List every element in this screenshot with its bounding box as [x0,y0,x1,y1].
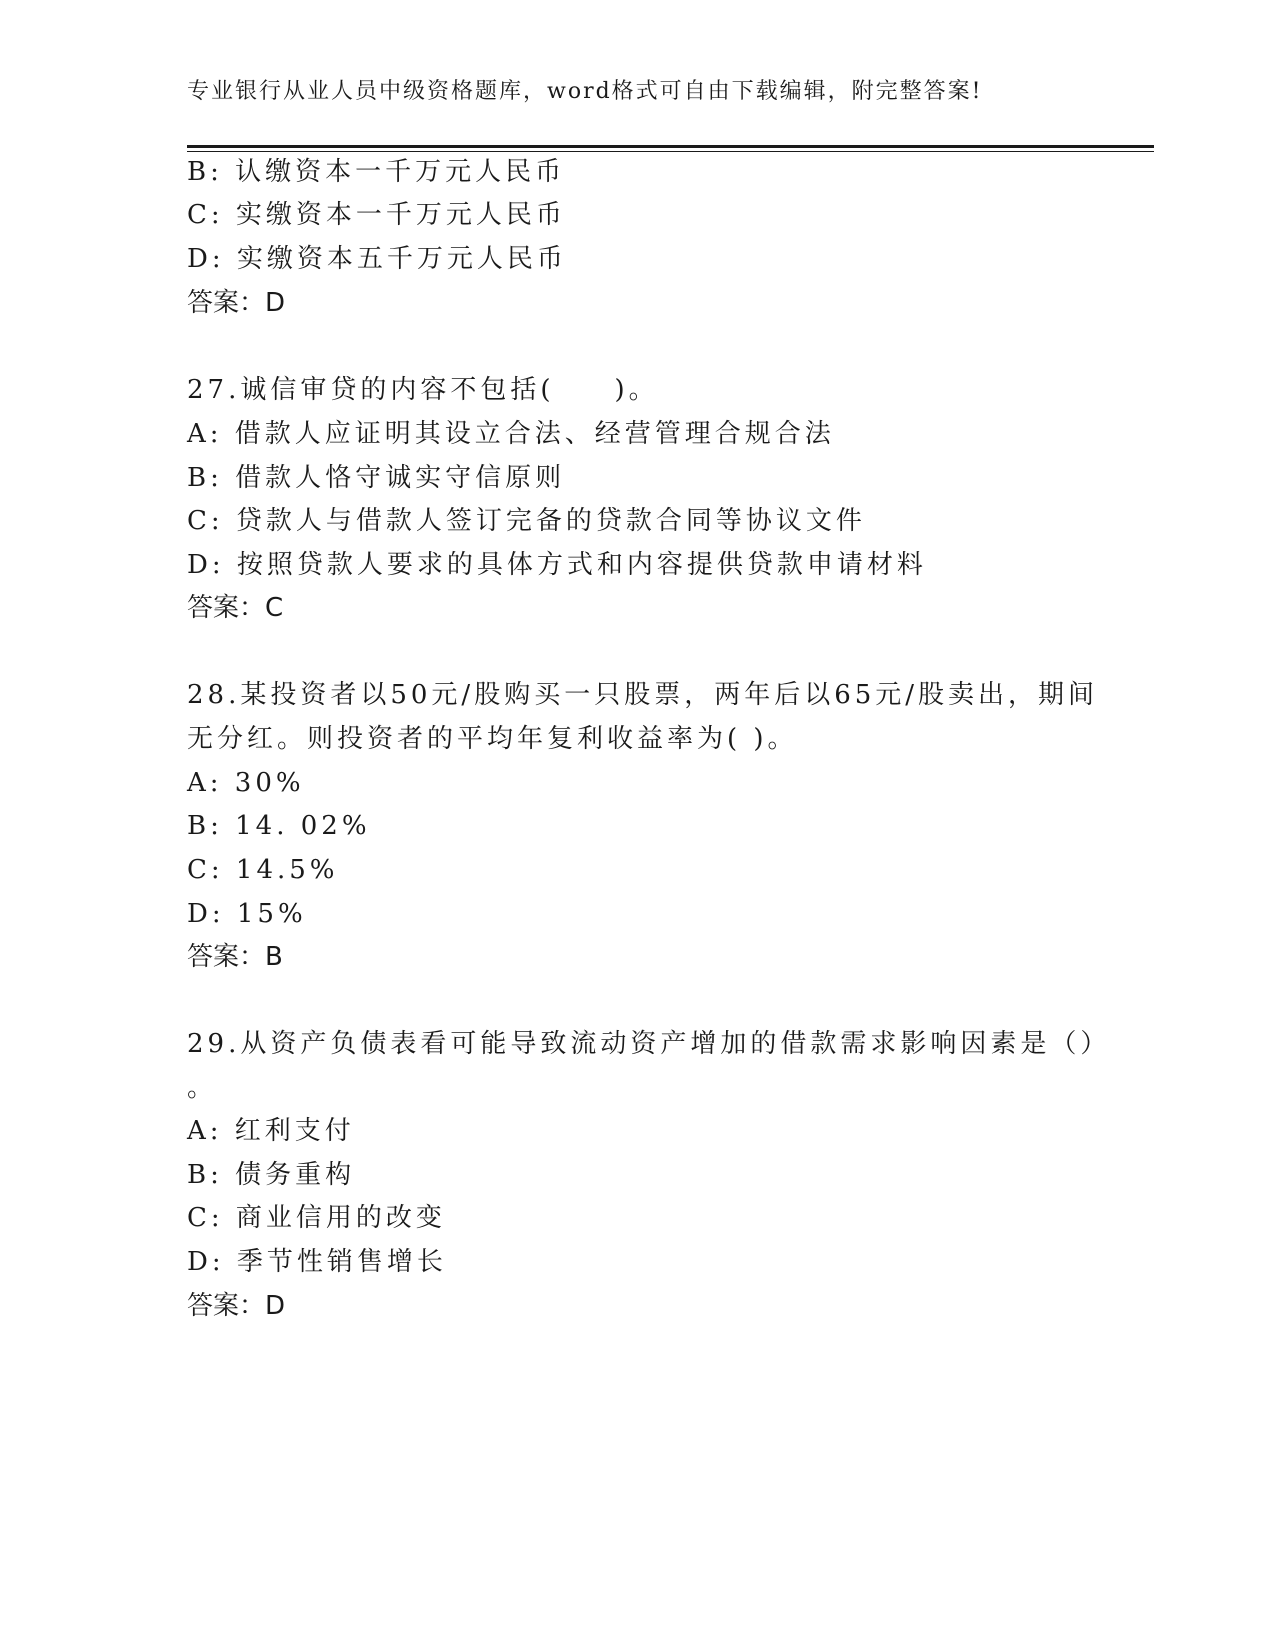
q29-answer: 答案：D [187,1291,286,1321]
q27-option-b: B: 借款人恪守诚实守信原则 [187,463,566,493]
q26-answer: 答案：D [187,288,286,318]
q28-option-a: A: 30% [187,768,305,798]
q28-option-b: B: 14. 02% [187,811,371,841]
header-rule-thick [187,145,1154,148]
q29-option-d: D: 季节性销售增长 [187,1247,447,1277]
q27-option-a: A: 借款人应证明其设立合法、经营管理合规合法 [187,419,835,449]
q28-stem-line2: 无分红。则投资者的平均年复利收益率为( )。 [187,724,798,754]
q29-option-a: A: 红利支付 [187,1116,355,1146]
q29-stem-line1: 29.从资产负债表看可能导致流动资产增加的借款需求影响因素是（） [187,1029,1111,1059]
q27-option-c: C: 贷款人与借款人签订完备的贷款合同等协议文件 [187,506,866,536]
page-header: 专业银行从业人员中级资格题库，word格式可自由下载编辑，附完整答案! [187,79,983,104]
q29-stem-line2: 。 [187,1073,218,1103]
q28-stem-line1: 28.某投资者以50元/股购买一只股票，两年后以65元/股卖出，期间 [187,680,1099,710]
q26-option-b: B: 认缴资本一千万元人民币 [187,157,566,187]
q28-option-c: C: 14.5% [187,855,339,885]
q26-option-c: C: 实缴资本一千万元人民币 [187,200,566,230]
q27-stem: 27.诚信审贷的内容不包括( )。 [187,375,659,405]
q27-option-d: D: 按照贷款人要求的具体方式和内容提供贷款申请材料 [187,550,927,580]
q29-option-c: C: 商业信用的改变 [187,1203,446,1233]
q29-option-b: B: 债务重构 [187,1160,356,1190]
q27-answer: 答案：C [187,593,284,623]
q26-option-d: D: 实缴资本五千万元人民币 [187,244,567,274]
q28-answer: 答案：B [187,942,283,972]
header-rule-thin [187,151,1154,152]
q28-option-d: D: 15% [187,899,307,929]
